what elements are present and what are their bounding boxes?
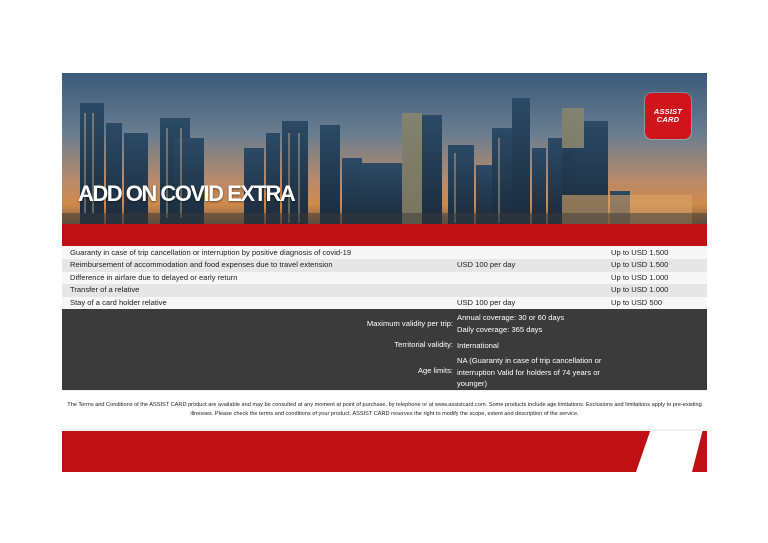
benefit-amount: Up to USD 1.500 bbox=[611, 260, 669, 270]
territorial-value: International bbox=[457, 341, 499, 350]
benefit-name: Reimbursement of accommodation and food expenses due to travel extension bbox=[70, 260, 333, 270]
benefits-table bbox=[62, 247, 707, 309]
age-value: NA (Guaranty in case of trip cancellation or interruption Valid for holders of 74 years or younger) bbox=[457, 356, 602, 388]
benefit-row bbox=[62, 284, 707, 296]
benefit-amount: Up to USD 500 bbox=[611, 297, 663, 307]
benefit-row bbox=[62, 297, 707, 309]
hero-banner bbox=[62, 73, 707, 227]
age-label: Age limits: bbox=[417, 366, 453, 375]
red-divider-bar bbox=[62, 224, 707, 246]
validity-value: Annual coverage: 30 or 60 days Daily coverage: 365 days bbox=[457, 313, 565, 334]
benefit-name: Difference in airfare due to delayed or early return bbox=[70, 272, 238, 282]
bottom-red-band bbox=[62, 431, 707, 472]
benefit-amount: Up to USD 1.500 bbox=[611, 248, 669, 257]
hero-title: ADD ON COVID EXTRA bbox=[78, 181, 295, 206]
assist-card-logo: ASSIST CARD bbox=[645, 93, 691, 139]
benefit-detail: USD 100 per day bbox=[457, 297, 516, 307]
benefit-name: Guaranty in case of trip cancellation or interruption by positive diagnosis of covid-19 bbox=[70, 248, 352, 257]
benefit-row bbox=[62, 259, 707, 271]
benefit-row bbox=[62, 272, 707, 284]
territorial-label: Territorial validity: bbox=[394, 340, 453, 349]
benefit-name: Transfer of a relative bbox=[70, 285, 140, 295]
benefit-amount: Up to USD 1.000 bbox=[611, 272, 669, 282]
benefit-row bbox=[62, 247, 707, 259]
validity-label: Maximum validity per trip: bbox=[366, 319, 453, 328]
terms-notes: The Terms and Conditions of the ASSIST CARD product are available and may be consulted at any moment at point of purchase, by telephone or at www.assistcard.com. Some products include age limitations. Exclusions and limitations apply to pre-existing illnesses. Please check the terms and conditions of your product. ASSIST CARD reserves the right to modify the scope, extent and description of the service. bbox=[62, 391, 707, 429]
benefit-name: Stay of a card holder relative bbox=[70, 297, 167, 307]
benefit-amount: Up to USD 1.000 bbox=[611, 285, 669, 295]
coverage-info-panel bbox=[62, 309, 707, 390]
product-card bbox=[62, 73, 707, 472]
benefit-detail: USD 100 per day bbox=[457, 260, 516, 270]
